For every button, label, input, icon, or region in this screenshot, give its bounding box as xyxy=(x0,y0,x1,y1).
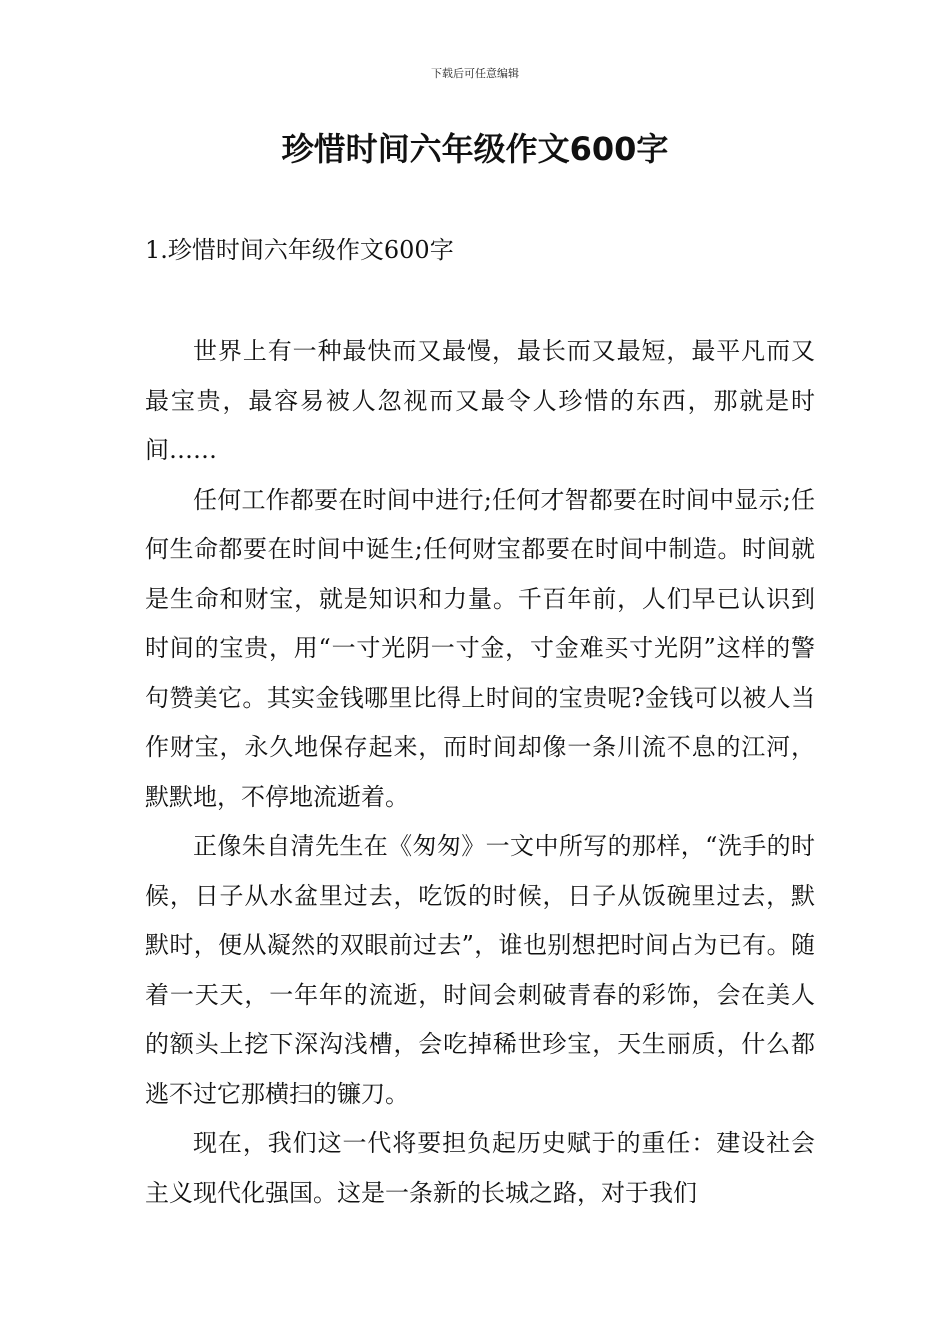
document-title: 珍惜时间六年级作文600字 xyxy=(281,130,669,168)
essay-body xyxy=(145,327,815,1218)
section-heading: 1.珍惜时间六年级作文600字 xyxy=(145,236,454,264)
paragraph-3: 正像朱自清先生在《匆匆》一文中所写的那样，“洗手的时候，日子从水盆里过去，吃饭的时候，日子从饭碗里过去，默默时，便从凝然的双眼前过去”，谁也别想把时间占为已有。随着一天天，一年年的流逝，时间会刺破青春的彩饰，会在美人的额头上挖下深沟浅槽，会吃掉稀世珍宝，天生丽质，什么都逃不过它那横扫的镰刀。 xyxy=(145,832,815,1108)
paragraph-2: 任何工作都要在时间中进行;任何才智都要在时间中显示;任何生命都要在时间中诞生;任何财宝都要在时间中制造。时间就是生命和财宝，就是知识和力量。千百年前，人们早已认识到时间的宝贵，用“一寸光阴一寸金，寸金难买寸光阴”这样的警句赞美它。其实金钱哪里比得上时间的宝贵呢?金钱可以被人当作财宝，永久地保存起来，而时间却像一条川流不息的江河，默默地，不停地流逝着。 xyxy=(145,485,815,811)
paragraph-1: 世界上有一种最快而又最慢，最长而又最短，最平凡而又最宝贵，最容易被人忽视而又最令人珍惜的东西，那就是时间…… xyxy=(145,337,815,464)
header-note: 下载后可任意编辑 xyxy=(431,67,519,80)
paragraph-4: 现在，我们这一代将要担负起历史赋于的重任：建设社会主义现代化强国。这是一条新的长城之路，对于我们 xyxy=(145,1129,815,1207)
